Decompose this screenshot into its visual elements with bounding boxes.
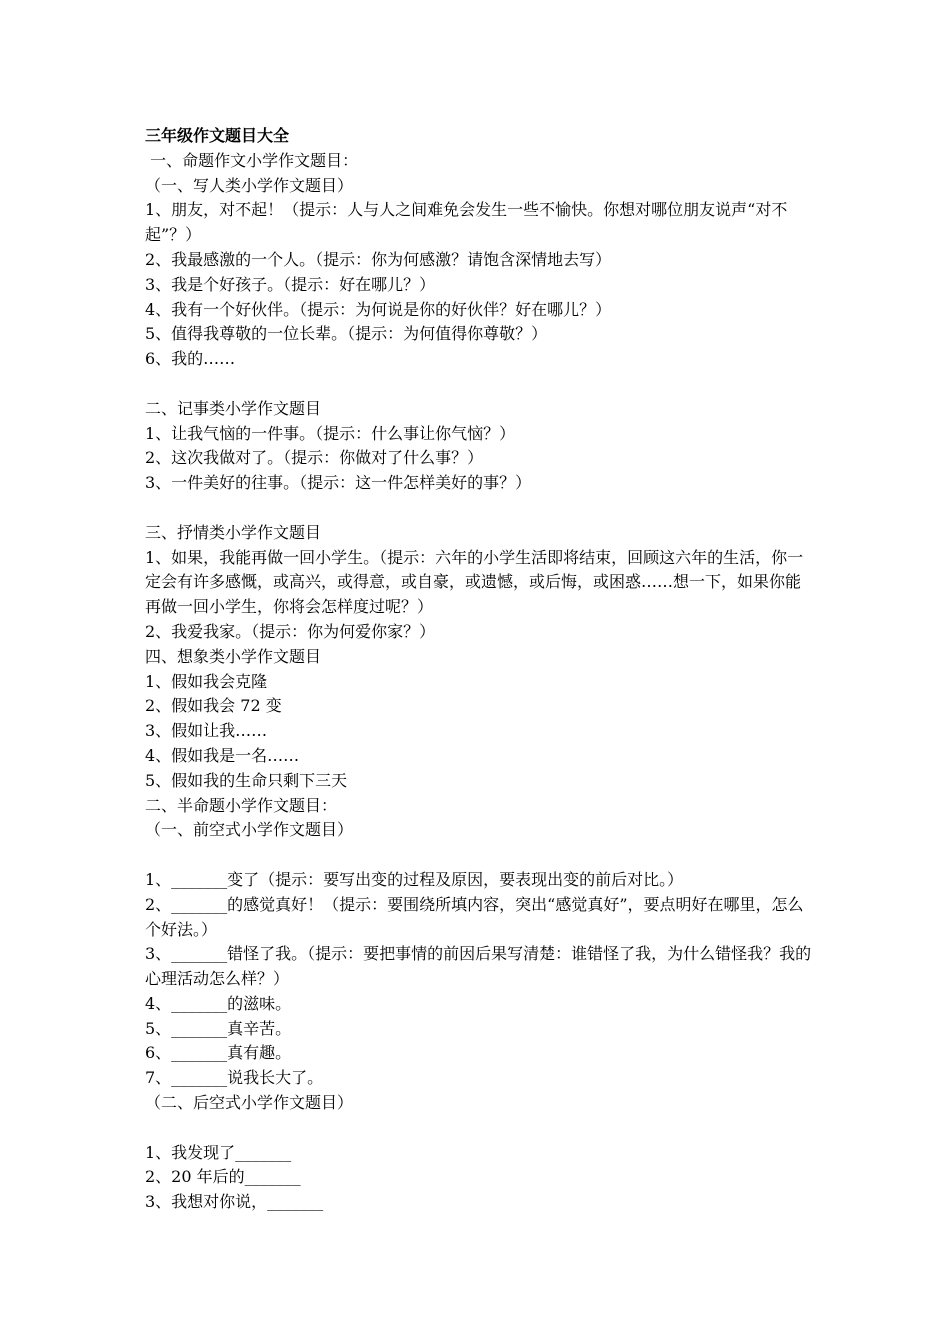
text-line: （一、前空式小学作文题目） [145,820,354,840]
text-line: 2、我最感激的一个人。（提示：你为何感激？请饱含深情地去写） [145,249,612,269]
document-title: 三年级作文题目大全 [145,126,290,145]
blank-line [145,496,813,521]
blank-line [145,1116,813,1141]
text-line: 1、假如我会克隆 [145,671,268,691]
text-line: 1、_______变了（提示：要写出变的过程及原因，要表现出变的前后对比。） [145,869,684,889]
text-line: 1、如果，我能再做一回小学生。（提示：六年的小学生活即将结束，回顾这六年的生活，你一定会有许多感慨，或高兴，或得意，或自豪，或遗憾，或后悔，或困惑……想一下，如果你能再做一回小学生，你将会怎样度过呢？） [145,547,804,617]
text-line: 4、我有一个好伙伴。（提示：为何说是你的好伙伴？好在哪儿？） [145,299,612,319]
text-line: 5、值得我尊敬的一位长辈。（提示：为何值得你尊敬？） [145,324,548,344]
text-line: 5、_______真辛苦。 [145,1018,292,1038]
text-line: 二、记事类小学作文题目 [145,398,322,418]
blank-line [145,843,813,868]
text-line: （二、后空式小学作文题目） [145,1093,354,1113]
text-line: 3、我是个好孩子。（提示：好在哪儿？） [145,274,436,294]
text-line: 2、20 年后的_______ [145,1167,301,1187]
text-line: 二、半命题小学作文题目： [145,795,338,815]
text-line: 3、_______错怪了我。（提示：要把事情的前因后果写清楚：谁错怪了我，为什么错怪我？我的心理活动怎么样？） [145,944,812,989]
text-line: 4、假如我是一名…… [145,745,300,765]
text-line: 6、_______真有趣。 [145,1043,292,1063]
text-line: 6、我的…… [145,349,236,369]
text-line: 1、我发现了_______ [145,1142,292,1162]
text-line: 2、这次我做对了。（提示：你做对了什么事？） [145,448,484,468]
text-line: （一、写人类小学作文题目） [145,175,354,195]
text-line: 2、我爱我家。（提示：你为何爱你家？） [145,621,436,641]
text-line: 3、一件美好的往事。（提示：这一件怎样美好的事？） [145,473,532,493]
text-line: 3、假如让我…… [145,721,268,741]
text-line: 一、命题作文小学作文题目： [145,150,359,170]
text-line: 4、_______的滋味。 [145,993,292,1013]
text-line: 2、假如我会 72 变 [145,696,282,716]
document-content [145,149,813,1215]
text-line: 四、想象类小学作文题目 [145,646,322,666]
text-line: 7、_______说我长大了。 [145,1068,324,1088]
text-line: 1、朋友，对不起！（提示：人与人之间难免会发生一些不愉快。你想对哪位朋友说声“对不起”？） [145,200,788,245]
text-line: 5、假如我的生命只剩下三天 [145,770,348,790]
text-line: 三、抒情类小学作文题目 [145,522,322,542]
blank-line [145,372,813,397]
document-body [145,124,813,1215]
text-line: 2、_______的感觉真好！（提示：要围绕所填内容，突出“感觉真好”，要点明好在哪里，怎么个好法。） [145,894,804,939]
text-line: 1、让我气恼的一件事。（提示：什么事让你气恼？） [145,423,516,443]
text-line: 3、我想对你说，_______ [145,1192,324,1212]
